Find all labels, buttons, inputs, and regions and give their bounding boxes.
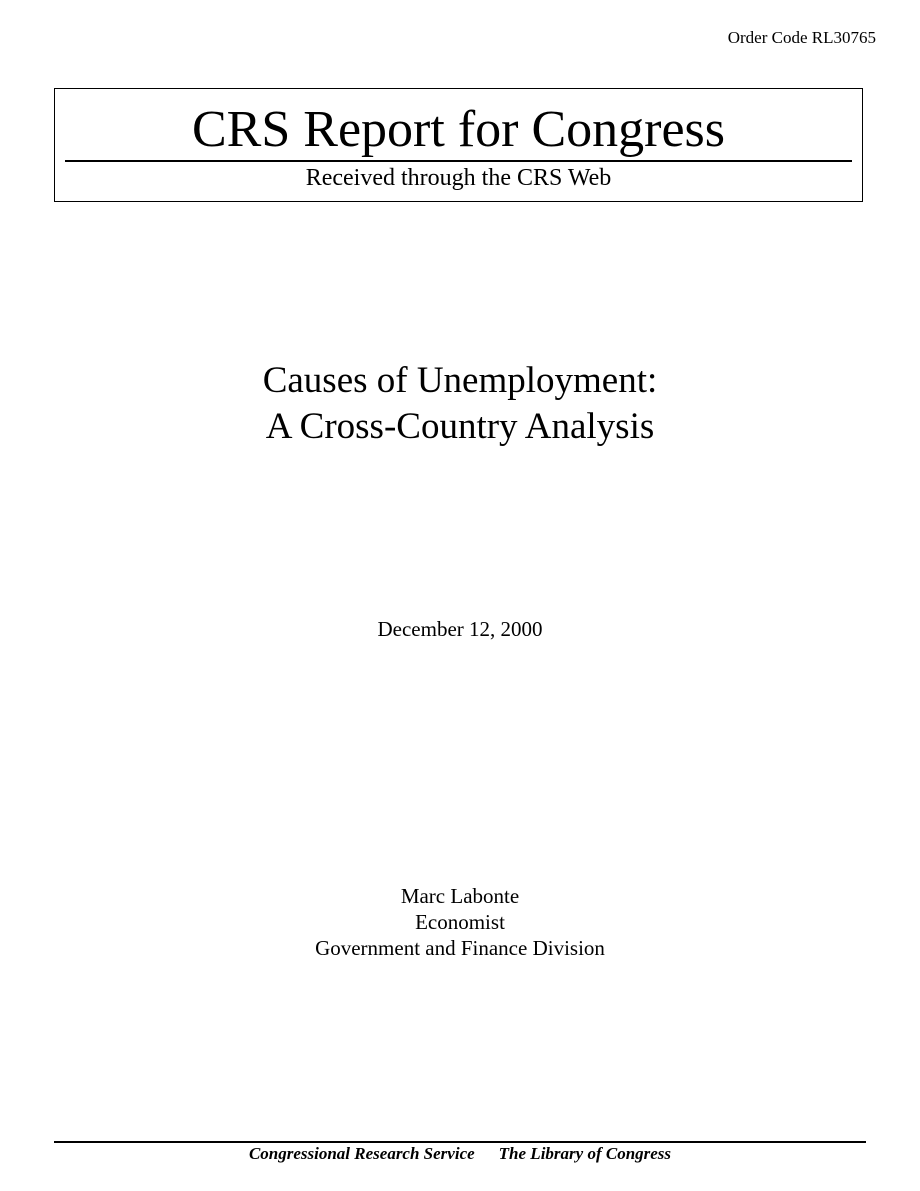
order-code: Order Code RL30765 [727, 28, 876, 47]
document-date: December 12, 2000 [377, 617, 543, 641]
footer-organization: Congressional Research Service [248, 1144, 475, 1163]
author-position: Economist [415, 910, 505, 934]
document-title [0, 358, 920, 450]
footer-library: The Library of Congress [498, 1144, 672, 1163]
author-name: Marc Labonte [400, 884, 520, 908]
header-divider [65, 160, 852, 162]
report-title: CRS Report for Congress [192, 101, 725, 158]
author-division: Government and Finance Division [315, 936, 605, 960]
report-header-box [54, 88, 863, 202]
document-title-line-1: Causes of Unemployment: [262, 360, 658, 401]
document-title-line-2: A Cross-Country Analysis [265, 406, 655, 447]
author-block [0, 883, 920, 961]
footer [0, 1143, 920, 1165]
report-subtitle: Received through the CRS Web [305, 165, 612, 191]
